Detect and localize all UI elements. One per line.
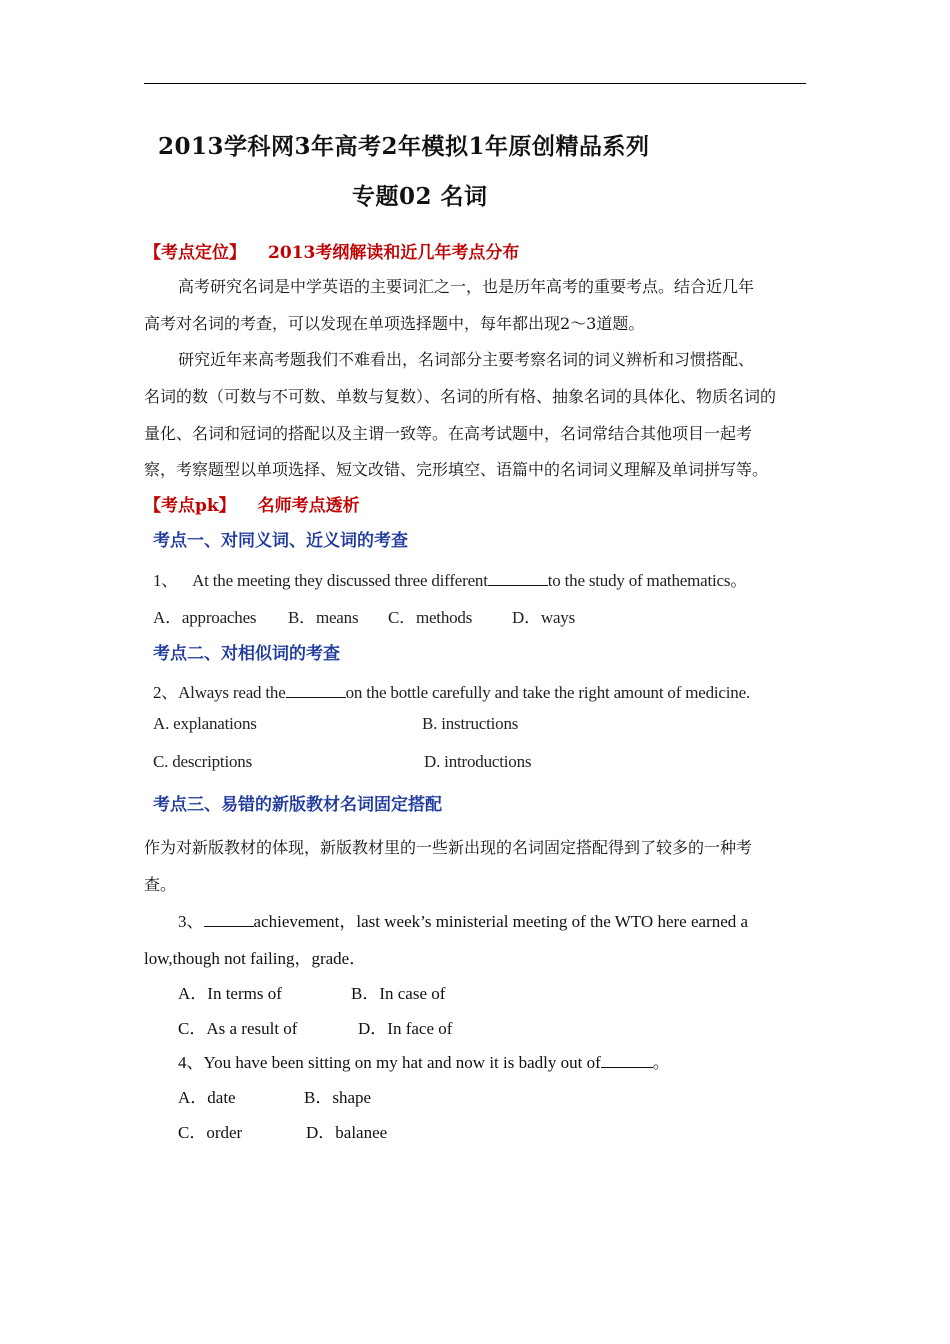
answer-blank <box>601 1067 653 1068</box>
option-b: B．shape <box>304 1088 372 1107</box>
question-2 <box>153 678 750 703</box>
paragraph-line: 高考研究名词是中学英语的主要词汇之一，也是历年高考的重要考点。结合近几年 <box>178 277 755 296</box>
point-heading-synonyms: 考点一、对同义词、近义词的考查 <box>153 531 408 551</box>
question-text-after: 。 <box>652 1053 670 1072</box>
question-3-continued: low,though not failing，grade． <box>144 949 367 968</box>
question-number: 1、 <box>153 571 179 590</box>
section-label: 【考点定位】 <box>144 243 246 263</box>
question-text-before: At the meeting they discussed three different <box>192 571 488 590</box>
question-number: 3、 <box>178 912 204 931</box>
option-b: B．means <box>288 608 359 627</box>
option-d: D．balanee <box>306 1123 388 1142</box>
question-4 <box>178 1048 670 1073</box>
paragraph-line: 研究近年来高考题我们不难看出，名词部分主要考察名词的词义辨析和习惯搭配、 <box>178 350 755 369</box>
paragraph-line: 名词的数（可数与不可数、单数与复数）、名词的所有格、抽象名词的具体化、物质名词的 <box>144 387 777 406</box>
option-a: A．date <box>178 1088 236 1107</box>
point-heading-similar-words: 考点二、对相似词的考查 <box>153 644 340 664</box>
question-text-after: on the bottle carefully and take the right amount of medicine. <box>345 683 750 702</box>
option-a: A．approaches <box>153 608 257 627</box>
answer-blank <box>488 585 548 586</box>
question-text-before: 4、You have been sitting on my hat and now it is badly out of <box>178 1053 601 1072</box>
option-a: A. explanations <box>153 714 257 733</box>
section-heading-text: 2013考纲解读和近几年考点分布 <box>268 243 520 263</box>
option-b: B．In case of <box>351 984 446 1003</box>
option-b: B. instructions <box>422 714 519 733</box>
option-d: D．ways <box>512 608 576 627</box>
option-c: C．order <box>178 1123 243 1142</box>
question-text-before: 2、Always read the <box>153 683 286 702</box>
header-rule <box>144 83 806 84</box>
option-a: A．In terms of <box>178 984 282 1003</box>
document-title: 2013学科网3年高考2年模拟1年原创精品系列 <box>158 133 650 160</box>
option-c: C．As a result of <box>178 1019 298 1038</box>
paragraph-line: 高考对名词的考查，可以发现在单项选择题中，每年都出现2～3道题。 <box>144 314 645 333</box>
option-c: C．methods <box>388 608 473 627</box>
paragraph-line: 查。 <box>144 875 177 894</box>
question-3 <box>178 907 748 932</box>
point-heading-collocations: 考点三、易错的新版教材名词固定搭配 <box>153 795 442 815</box>
answer-blank <box>204 926 254 927</box>
section-heading-text: 名师考点透析 <box>257 496 360 516</box>
option-c: C. descriptions <box>153 752 252 771</box>
question-text: achievement，last week’s ministerial meeting of the WTO here earned a <box>253 912 749 931</box>
topic-title: 专题02 名词 <box>352 183 488 210</box>
option-d: D. introductions <box>424 752 532 771</box>
paragraph-line: 作为对新版教材的体现，新版教材里的一些新出现的名词固定搭配得到了较多的一种考 <box>144 838 753 857</box>
answer-blank <box>286 697 346 698</box>
section-label: 【考点pk】 <box>144 496 236 516</box>
section-heading-pk <box>144 491 360 516</box>
paragraph-line: 察，考察题型以单项选择、短文改错、完形填空、语篇中的名词词义理解及单词拼写等。 <box>144 460 769 479</box>
option-d: D．In face of <box>358 1019 453 1038</box>
question-text-after: to the study of mathematics。 <box>547 571 748 590</box>
paragraph-line: 量化、名词和冠词的搭配以及主谓一致等。在高考试题中，名词常结合其他项目一起考 <box>144 424 753 443</box>
question-1 <box>153 566 747 591</box>
section-heading-focus <box>144 238 519 263</box>
